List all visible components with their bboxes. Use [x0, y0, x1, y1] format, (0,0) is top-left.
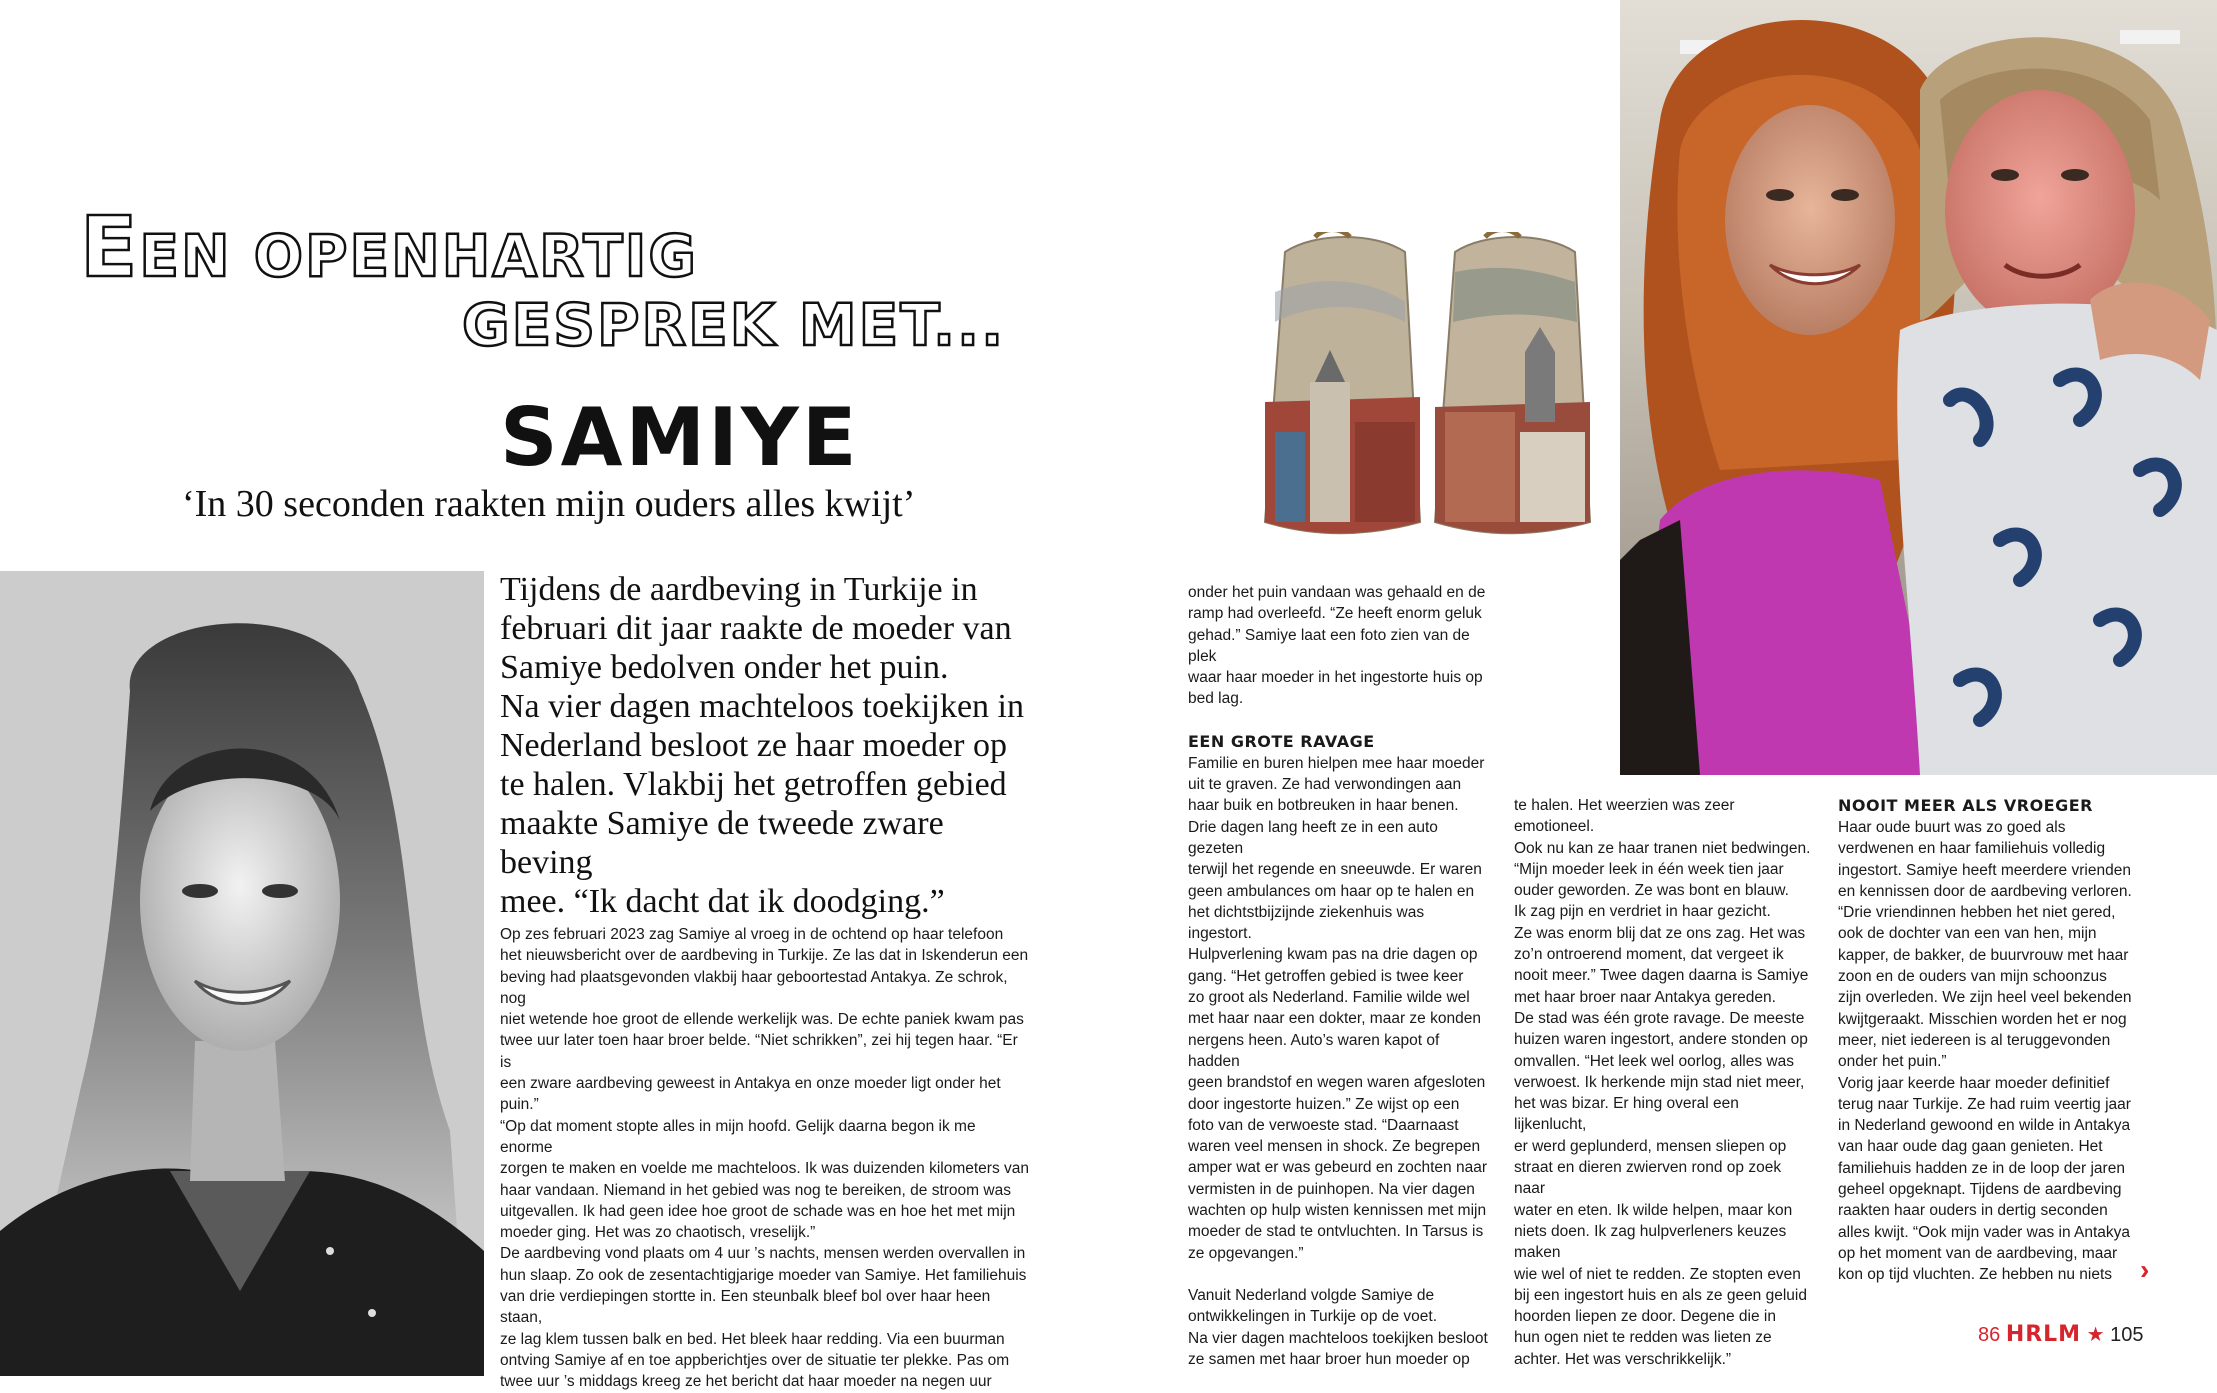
body-line: zorgen te maken en voelde me machteloos. Ik was duizenden kilometers van: [500, 1160, 1030, 1178]
body-line: foto van de verwoeste stad. “Daarnaast: [1188, 1116, 1459, 1134]
body-line: waren veel mensen in shock. Ze begrepen: [1188, 1138, 1481, 1156]
headline-line-1: [80, 198, 698, 296]
body-line: uitgevallen. Ik had geen idee hoe groot de schade was en hoe het met mijn: [500, 1202, 1016, 1220]
body-line: kwijtgeraakt. Misschien worden het er nog: [1838, 1010, 2127, 1028]
body-line: terug naar Turkije. Ze had ruim veertig jaar: [1838, 1095, 2131, 1113]
subject-name: SAMIYE: [500, 391, 860, 484]
body-line: ze opgevangen.”: [1188, 1244, 1304, 1262]
body-line: haar buik en botbreuken in haar benen.: [1188, 797, 1459, 815]
star-icon: ★: [2086, 1324, 2105, 1346]
body-line: onder het puin.”: [1838, 1053, 1947, 1071]
page-footer: [1978, 1322, 2144, 1347]
body-line: hun slaap. Zo ook de zesentachtigjarige moeder van Samiye. Het familiehuis: [500, 1266, 1027, 1284]
body-line: onder het puin vandaan was gehaald en de: [1188, 584, 1486, 601]
body-line: vermisten in de puinhopen. Na vier dagen: [1188, 1180, 1475, 1198]
page-number-left: 86: [1978, 1324, 2001, 1346]
lead-line: Nederland besloot ze haar moeder op: [500, 727, 1007, 764]
body-line: Hulpverlening kwam pas na drie dagen op: [1188, 946, 1478, 964]
headline-line-2: GESPREK MET...: [462, 291, 1006, 359]
body-line: gehad.” Samiye laat een foto zien van de plek: [1188, 626, 1470, 665]
lead-paragraph: [500, 570, 1030, 921]
body-line: familiehuis hadden ze in de loop der jaren: [1838, 1159, 2125, 1177]
body-line: geen ambulances om haar op te halen en: [1188, 882, 1475, 900]
body-line: Ze was enorm blij dat ze ons zag. Het was: [1514, 924, 1806, 942]
body-line: ook de dochter van een van hen, mijn: [1838, 925, 2097, 943]
body-line: water en eten. Ik wilde helpen, maar kon: [1514, 1201, 1793, 1219]
body-line: het nieuwsbericht over de aardbeving in Turkije. Ze las dat in Iskenderun een: [500, 947, 1029, 965]
body-line: Familie en buren hielpen mee haar moeder: [1188, 754, 1485, 772]
body-column-3: [1514, 795, 1814, 1370]
body-line: ontving Samiye af en toe appberichtjes over de situatie ter plekke. Pas om: [500, 1351, 1010, 1369]
body-line: hun ogen niet te redden was lieten ze: [1514, 1329, 1772, 1347]
portrait-photo: [0, 571, 484, 1376]
lead-line: te halen. Vlakbij het getroffen gebied: [500, 766, 1007, 803]
body-line: meer, niet iedereen is al teruggevonden: [1838, 1031, 2111, 1049]
page-number-right: 105: [2110, 1324, 2144, 1346]
body-line: geen brandstof en wegen waren afgesloten: [1188, 1074, 1486, 1092]
section-heading-nooit-meer: NOOIT MEER ALS VROEGER: [1838, 796, 2093, 815]
lead-line: Na vier dagen machteloos toekijken in: [500, 688, 1024, 725]
body-column-2: [1188, 582, 1488, 1370]
body-line: met haar naar een dokter, maar ze konden: [1188, 1010, 1481, 1028]
body-line: “Op dat moment stopte alles in mijn hoofd. Gelijk daarna begon ik me enorme: [500, 1117, 976, 1156]
body-line: ontwikkelingen in Turkije op de voet.: [1188, 1308, 1438, 1326]
mother-daughter-photo: [1620, 0, 2217, 775]
body-line: wachten op hulp wisten kennissen met mijn: [1188, 1202, 1487, 1220]
body-line: raakten haar ouders in dertig seconden: [1838, 1202, 2108, 1220]
body-line: op het moment van de aardbeving, maar: [1838, 1244, 2118, 1262]
body-line: straat en dieren zwierven rond op zoek naar: [1514, 1159, 1782, 1198]
body-line: nergens heen. Auto’s waren kapot of hadden: [1188, 1031, 1440, 1070]
body-line: het was bizar. Er hing overal een lijkenlucht,: [1514, 1095, 1739, 1134]
body-column-4: [1838, 795, 2138, 1286]
body-line: Na vier dagen machteloos toekijken besloot: [1188, 1329, 1488, 1347]
body-line: ze lag klem tussen balk en bed. Het bleek haar redding. Via een buurman: [500, 1330, 1005, 1348]
body-line: zo’n ontroerend moment, dat vergeet ik: [1514, 946, 1784, 964]
lead-line: Samiye bedolven onder het puin.: [500, 649, 949, 686]
body-line: hoorden liepen ze door. Degene die in: [1514, 1308, 1776, 1326]
body-line: zo groot als Nederland. Familie wilde wel: [1188, 989, 1470, 1007]
body-line: waar haar moeder in het ingestorte huis op: [1188, 669, 1483, 687]
body-line: moeder de stad te ontvluchten. In Tarsus is: [1188, 1223, 1484, 1241]
section-heading-ravage: EEN GROTE RAVAGE: [1188, 731, 1375, 751]
body-line: Vanuit Nederland volgde Samiye de: [1188, 1286, 1435, 1304]
body-line: verwoest. Ik herkende mijn stad niet meer,: [1514, 1073, 1805, 1091]
body-line: kon op tijd vluchten. Ze hebben nu niets: [1838, 1266, 2113, 1284]
paragraph-gap: [1188, 1264, 1488, 1285]
headline-line-1-rest: EN OPENHARTIG: [139, 222, 698, 290]
body-line: ingestort. Samiye heeft meerdere vrienden: [1838, 861, 2131, 879]
body-line: niets doen. Ik zag hulpverleners keuzes maken: [1514, 1222, 1787, 1262]
body-line: uit te graven. Ze had verwondingen aan: [1188, 776, 1462, 794]
headline-initial: E: [80, 198, 140, 296]
body-line: terwijl het regende en sneeuwde. Er waren: [1188, 861, 1482, 879]
body-line: Ik zag pijn en verdriet in haar gezicht.: [1514, 903, 1771, 921]
body-line: door ingestorte huizen.” Ze wijst op een: [1188, 1095, 1460, 1113]
body-line: “Mijn moeder leek in één week tien jaar: [1514, 860, 1784, 878]
body-line: verdwenen en haar familiehuis volledig: [1838, 840, 2106, 858]
body-line: twee uur later toen haar broer belde. “Niet schrikken”, zei hij tegen haar. “Er is: [500, 1032, 1018, 1071]
body-line: met haar broer naar Antakya gereden.: [1514, 988, 1776, 1006]
magazine-brand: HRLM: [2005, 1322, 2082, 1347]
body-line: niet wetende hoe groot de ellende werkelijk was. De echte paniek kwam pas: [500, 1011, 1024, 1029]
body-line: van drie verdiepingen stortte in. Een steunbalk bleef bol over haar heen staan,: [500, 1288, 991, 1327]
body-line: Haar oude buurt was zo goed als: [1838, 819, 2066, 836]
body-line: zijn overleden. We zijn heel veel bekenden: [1838, 989, 2132, 1007]
body-line: amper wat er was gebeurd en zochten naar: [1188, 1159, 1487, 1177]
body-line: alles kwijt. “Ook mijn vader was in Antakya: [1838, 1223, 2131, 1241]
body-line: van haar oude dag gaan genieten. Het: [1838, 1138, 2103, 1156]
body-line: Vorig jaar keerde haar moeder definitief: [1838, 1074, 2110, 1092]
body-line: De stad was één grote ravage. De meeste: [1514, 1009, 1805, 1027]
body-line: achter. Het was verschrikkelijk.”: [1514, 1350, 1732, 1368]
lead-line: mee. “Ik dacht dat ik doodging.”: [500, 883, 945, 920]
body-line: beving had plaatsgevonden vlakbij haar geboortestad Antakya. Ze schrok, nog: [500, 968, 1008, 1007]
lead-line: februari dit jaar raakte de moeder van: [500, 610, 1012, 647]
body-line: moeder ging. Het was zo chaotisch, vreselijk.”: [500, 1224, 816, 1242]
body-column-1: [500, 924, 1030, 1393]
body-line: nooit meer.” Twee dagen daarna is Samiye: [1514, 967, 1809, 985]
body-line: ouder geworden. Ze was bont en blauw.: [1514, 882, 1789, 900]
body-line: er werd geplunderd, mensen sliepen op: [1514, 1137, 1787, 1155]
body-line: Op zes februari 2023 zag Samiye al vroeg in de ochtend op haar telefoon: [500, 926, 1004, 943]
body-line: huizen waren ingestort, andere stonden op: [1514, 1031, 1808, 1049]
body-line: bij een ingestort huis en als ze geen geluid: [1514, 1286, 1807, 1304]
body-line: bed lag.: [1188, 690, 1244, 708]
body-line: Drie dagen lang heeft ze in een auto gezeten: [1188, 818, 1438, 857]
body-line: “Drie vriendinnen hebben het niet gered,: [1838, 904, 2116, 922]
body-line: gang. “Het getroffen gebied is twee keer: [1188, 967, 1464, 985]
mosaic-tiles-image: [1255, 232, 1595, 542]
lead-line: Tijdens de aardbeving in Turkije in: [500, 571, 978, 608]
body-line: omvallen. “Het leek wel oorlog, alles was: [1514, 1052, 1794, 1070]
body-line: twee uur ’s middags kreeg ze het bericht dat haar moeder na negen uur: [500, 1373, 992, 1391]
body-line: ramp had overleefd. “Ze heeft enorm geluk: [1188, 605, 1482, 623]
body-line: in Nederland gewoond en wilde in Antakya: [1838, 1117, 2131, 1135]
body-line: een zware aardbeving geweest in Antakya en onze moeder ligt onder het puin.”: [500, 1075, 1001, 1114]
body-line: te halen. Het weerzien was zeer emotioneel.: [1514, 797, 1735, 836]
body-line: wie wel of niet te redden. Ze stopten even: [1514, 1265, 1801, 1283]
paragraph-gap: [1188, 710, 1488, 731]
continue-arrow-icon: ›: [2140, 1254, 2150, 1285]
body-line: kapper, de bakker, de buurvrouw met haar: [1838, 946, 2129, 964]
body-line: geheel opgeknapt. Tijdens de aardbeving: [1838, 1181, 2122, 1199]
body-line: Ook nu kan ze haar tranen niet bedwingen.: [1514, 839, 1811, 857]
body-line: en kennissen door de aardbeving verloren.: [1838, 882, 2132, 900]
body-line: haar vandaan. Niemand in het gebied was nog te bereiken, de stroom was: [500, 1181, 1011, 1199]
pull-quote: ‘In 30 seconden raakten mijn ouders alles kwijt’: [182, 483, 916, 525]
body-line: ze samen met haar broer hun moeder op: [1188, 1350, 1470, 1368]
body-line: zoon en de ouders van mijn schoonzus: [1838, 968, 2107, 986]
body-line: De aardbeving vond plaats om 4 uur ’s nachts, mensen werden overvallen in: [500, 1245, 1026, 1263]
lead-line: maakte Samiye de tweede zware beving: [500, 805, 944, 881]
body-line: het dichtstbijzijnde ziekenhuis was ingestort.: [1188, 903, 1425, 943]
